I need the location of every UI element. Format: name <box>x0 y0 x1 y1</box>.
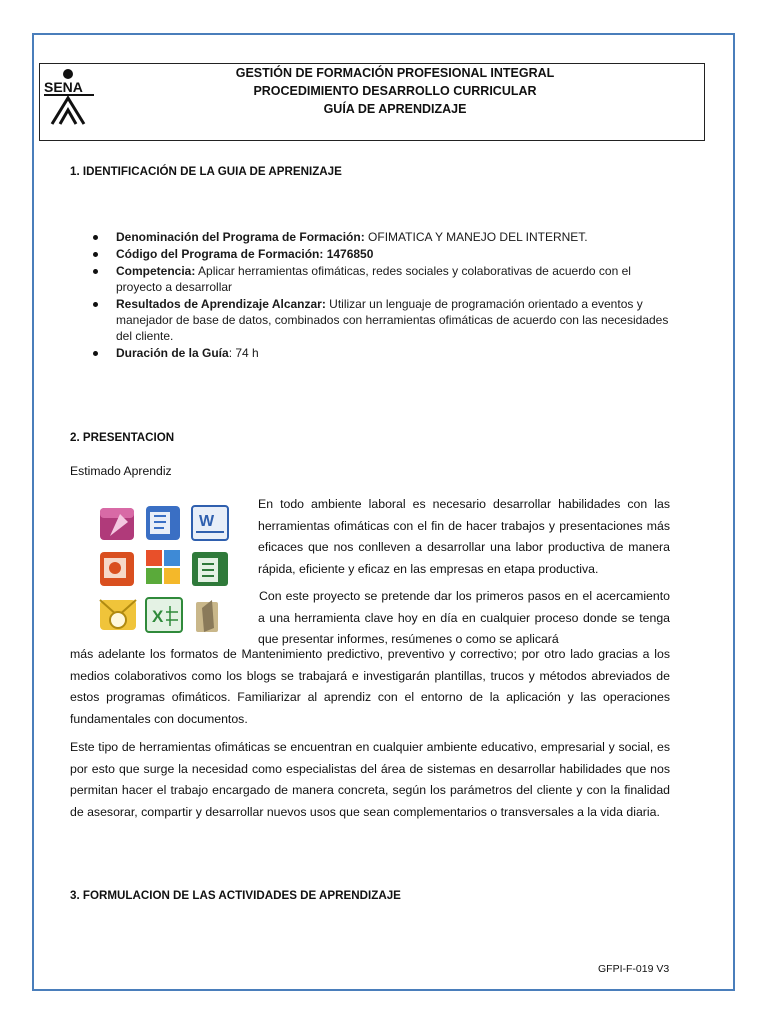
list-item-results: Resultados de Aprendizaje Alcanzar: Utilizar un lenguaje de programación orientado a eventos y manejador de base de datos, combinados con herramientas ofimáticas de acuerdo con las necesidades del cliente. <box>93 296 678 344</box>
office-icon <box>146 550 180 584</box>
header-line-1: GESTIÓN DE FORMACIÓN PROFESIONAL INTEGRAL <box>235 66 555 80</box>
infopath-icon <box>196 600 218 632</box>
section-3-title: 3. FORMULACION DE LAS ACTIVIDADES DE APRENDIZAJE <box>70 889 401 902</box>
list-item-competence: Competencia: Aplicar herramientas ofimáticas, redes sociales y colaborativas de acuerdo con el proyecto a desarrollar <box>93 263 678 295</box>
sena-logo <box>42 66 102 128</box>
word-icon <box>192 506 228 540</box>
list-item-duration: Duración de la Guía: 74 h <box>93 345 678 361</box>
access-icon <box>100 508 134 540</box>
excel-icon <box>146 598 182 632</box>
svg-text:X: X <box>152 607 164 626</box>
powerpoint-icon <box>100 552 134 586</box>
publisher-icon <box>146 506 180 540</box>
outlook-icon <box>100 600 136 630</box>
header-titles <box>150 64 640 118</box>
office-icons-image <box>96 500 234 640</box>
presentation-paragraph-1: En todo ambiente laboral es necesario desarrollar habilidades con las herramientas ofimáticas con el fin de hacer trabajos y presentaciones más eficaces que nos conlleven a desarrollar una labor productiva de manera rápida, eficiente y eficaz en las empresas en etapa productiva. <box>258 497 670 576</box>
greeting: Estimado Aprendiz <box>70 464 172 478</box>
svg-text:W: W <box>199 513 215 530</box>
header-line-2: PROCEDIMIENTO DESARROLLO CURRICULAR <box>253 84 537 98</box>
presentation-paragraph-3: Este tipo de herramientas ofimáticas se encuentran en cualquier ambiente educativo, empresarial y social, es por esto que surge la necesidad como especialistas del área de sistemas en desarrollar habilidades que nos permitan hacer el trabajo encargado de manera concreta, según los parámetros del cliente y con la finalidad de asesorar, compartir y desarrollar nuevos usos que sean complementarios o transversales a la vida diaria. <box>70 740 670 819</box>
header-line-3: GUÍA DE APRENDIZAJE <box>323 102 467 116</box>
presentation-paragraph-2-continued: más adelante los formatos de Mantenimiento predictivo, preventivo y correctivo; por otro lado gracias a los medios colaborativos como los blogs se trabajará e investigarán plantillas, trucos y métodos abreviados de estos programas ofimáticos. Familiarizar al aprendiz con el entorno de la aplicación y las operaciones fundamentales con documentos. <box>70 647 670 726</box>
project-icon <box>192 552 228 586</box>
section-2-title: 2. PRESENTACION <box>70 431 175 444</box>
list-item-program: Denominación del Programa de Formación: OFIMATICA Y MANEJO DEL INTERNET. <box>93 229 678 245</box>
list-item-code: Código del Programa de Formación: 1476850 <box>93 246 678 262</box>
footer-document-code: GFPI-F-019 V3 <box>598 963 670 975</box>
identification-list <box>93 229 678 362</box>
presentation-paragraph-2-start: Con este proyecto se pretende dar los primeros pasos en el acercamiento a una herramienta clave hoy en día en cualquier proceso donde se tenga que presentar informes, resúmenes o como se aplicará <box>258 589 670 646</box>
section-1-title: 1. IDENTIFICACIÓN DE LA GUIA DE APRENIZAJE <box>70 165 342 178</box>
svg-text:SENA: SENA <box>44 79 83 95</box>
